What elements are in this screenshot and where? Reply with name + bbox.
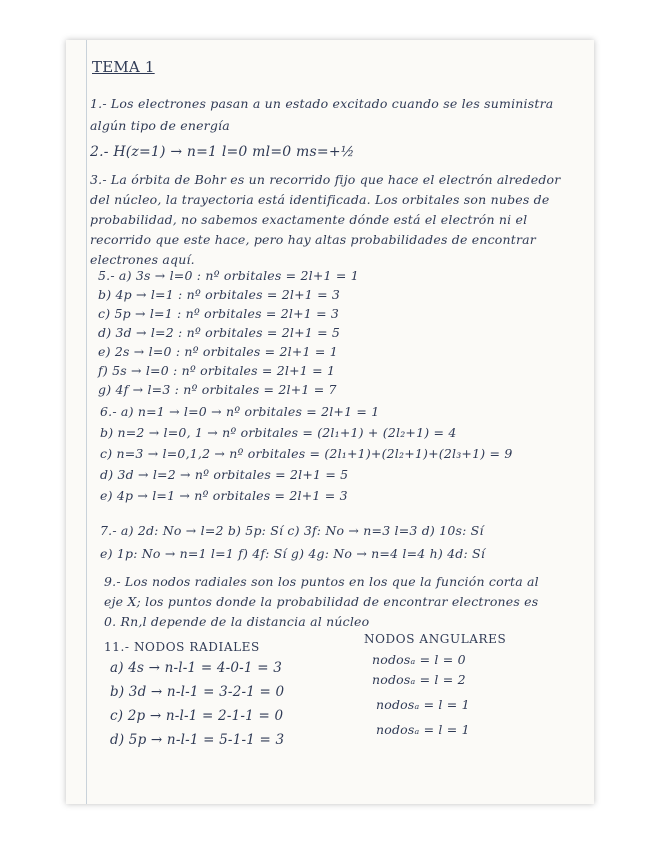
answer-5-f: f) 5s → l=0 : nº orbitales = 2l+1 = 1 xyxy=(98,363,336,378)
answer-5-a: 5.- a) 3s → l=0 : nº orbitales = 2l+1 = 1 xyxy=(98,268,359,283)
answer-3-line-5: electrones aquí. xyxy=(90,252,195,267)
radial-nodes-a: a) 4s → n-l-1 = 4-0-1 = 3 xyxy=(110,660,283,676)
angular-nodes-heading: NODOS ANGULARES xyxy=(364,632,507,646)
answer-7-line-1: 7.- a) 2d: No → l=2 b) 5p: Sí c) 3f: No → n=3 l=3 d) 10s: Sí xyxy=(100,523,484,538)
answer-5-c: c) 5p → l=1 : nº orbitales = 2l+1 = 3 xyxy=(98,306,340,321)
page-title: TEMA 1 xyxy=(92,58,155,76)
radial-nodes-d: d) 5p → n-l-1 = 5-1-1 = 3 xyxy=(110,732,285,748)
answer-1-line-2: algún tipo de energía xyxy=(90,118,230,133)
answer-2: 2.- H(z=1) → n=1 l=0 ml=0 ms=+½ xyxy=(90,144,355,160)
answer-5-b: b) 4p → l=1 : nº orbitales = 2l+1 = 3 xyxy=(98,287,341,302)
answer-7-line-2: e) 1p: No → n=1 l=1 f) 4f: Sí g) 4g: No → n=4 l=4 h) 4d: Sí xyxy=(100,546,486,561)
angular-nodes-c: nodosₐ = l = 1 xyxy=(376,697,470,712)
margin-line xyxy=(86,40,87,804)
answer-9-line-1: 9.- Los nodos radiales son los puntos en los que la función corta al xyxy=(104,574,539,589)
answer-6-a: 6.- a) n=1 → l=0 → nº orbitales = 2l+1 = 1 xyxy=(100,404,380,419)
answer-3-line-1: 3.- La órbita de Bohr es un recorrido fijo que hace el electrón alrededor xyxy=(90,172,561,187)
answer-6-e: e) 4p → l=1 → nº orbitales = 2l+1 = 3 xyxy=(100,488,348,503)
radial-nodes-heading: 11.- NODOS RADIALES xyxy=(104,640,260,654)
answer-9-line-2: eje X; los puntos donde la probabilidad de encontrar electrones es xyxy=(104,594,539,609)
answer-6-b: b) n=2 → l=0, 1 → nº orbitales = (2l₁+1) + (2l₂+1) = 4 xyxy=(100,425,457,440)
angular-nodes-b: nodosₐ = l = 2 xyxy=(372,672,466,687)
angular-nodes-d: nodosₐ = l = 1 xyxy=(376,722,470,737)
answer-1-line-1: 1.- Los electrones pasan a un estado excitado cuando se les suministra xyxy=(90,96,554,111)
answer-3-line-3: probabilidad, no sabemos exactamente dónde está el electrón ni el xyxy=(90,212,528,227)
answer-9-line-3: 0. Rn,l depende de la distancia al núcleo xyxy=(104,614,370,629)
answer-6-c: c) n=3 → l=0,1,2 → nº orbitales = (2l₁+1)+(2l₂+1)+(2l₃+1) = 9 xyxy=(100,446,513,461)
answer-3-line-2: del núcleo, la trayectoria está identificada. Los orbitales son nubes de xyxy=(90,192,550,207)
angular-nodes-a: nodosₐ = l = 0 xyxy=(372,652,466,667)
answer-5-g: g) 4f → l=3 : nº orbitales = 2l+1 = 7 xyxy=(98,382,337,397)
answer-3-line-4: recorrido que este hace, pero hay altas probabilidades de encontrar xyxy=(90,232,536,247)
answer-5-d: d) 3d → l=2 : nº orbitales = 2l+1 = 5 xyxy=(98,325,341,340)
answer-6-d: d) 3d → l=2 → nº orbitales = 2l+1 = 5 xyxy=(100,467,349,482)
answer-5-e: e) 2s → l=0 : nº orbitales = 2l+1 = 1 xyxy=(98,344,338,359)
radial-nodes-c: c) 2p → n-l-1 = 2-1-1 = 0 xyxy=(110,708,284,724)
radial-nodes-b: b) 3d → n-l-1 = 3-2-1 = 0 xyxy=(110,684,285,700)
